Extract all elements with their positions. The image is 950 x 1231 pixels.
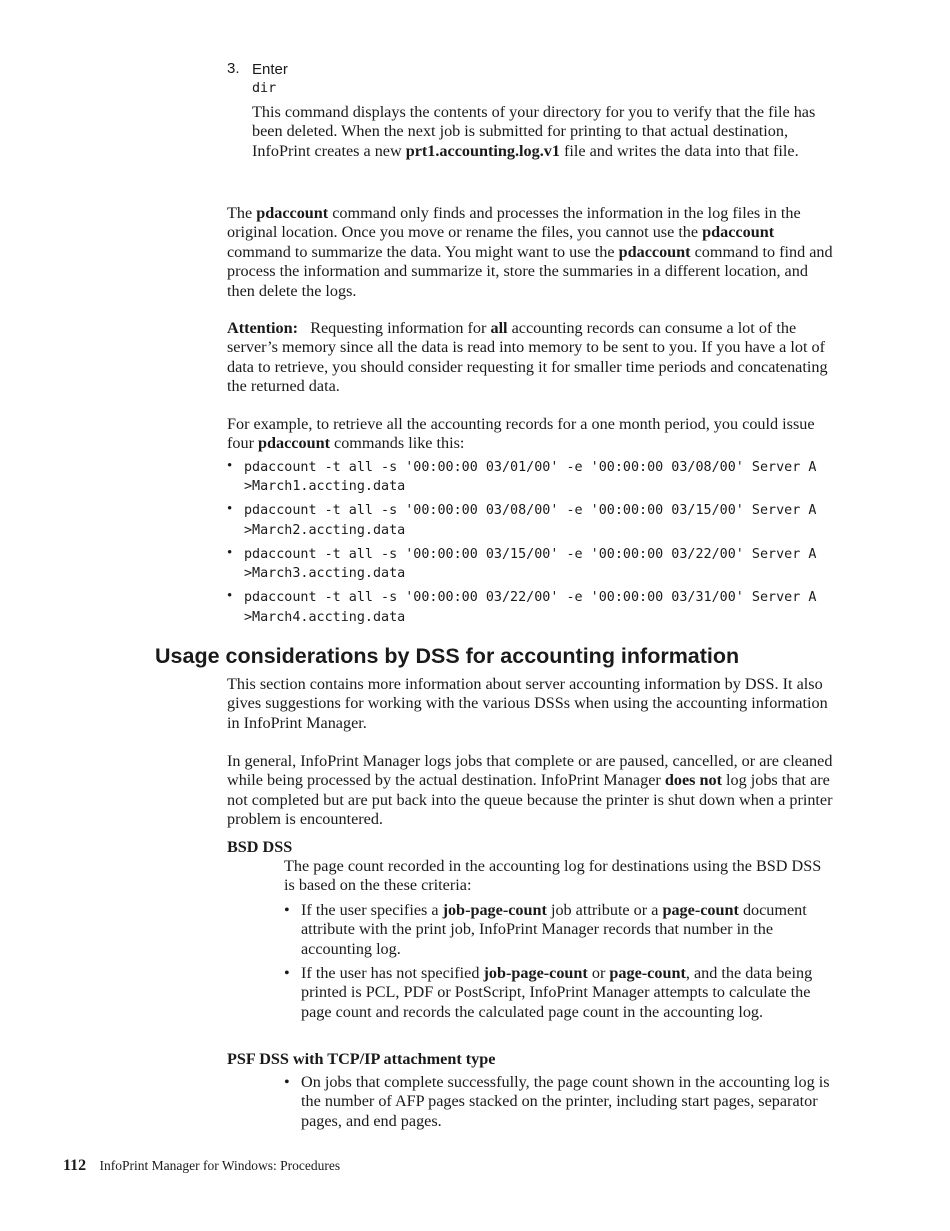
- bullet-icon: •: [284, 1073, 290, 1091]
- text-run: job attribute or a: [546, 901, 663, 919]
- text-run: For example, to retrieve all the accounting records for a one month period, you could issue four: [227, 415, 815, 453]
- text-run: commands like this:: [329, 434, 465, 453]
- bsd-dss-description: The page count recorded in the accounting log for destinations using the BSD DSS is based on the these criteria:: [284, 857, 822, 895]
- page-footer: [63, 1157, 340, 1175]
- list-item: [227, 588, 847, 627]
- psf-dss-term: PSF DSS with TCP/IP attachment type: [227, 1050, 496, 1068]
- bullet-icon: •: [284, 963, 290, 982]
- text-run: accounting records can consume a lot of the server’s memory since all the data is read into memory to be sent to you. If you have a lot of data to retrieve, you should consider requesting it for smaller time periods and concatenating the returned data.: [227, 319, 828, 396]
- list-item: [284, 964, 834, 1022]
- bullet-icon: •: [227, 501, 233, 518]
- command-line: >March4.accting.data: [244, 609, 406, 625]
- bullet-icon: •: [284, 901, 290, 919]
- text-run: command to summarize the data. You might want to use the: [227, 242, 619, 261]
- procedure-step: [227, 60, 837, 161]
- text-run: file and writes the data into that file.: [559, 141, 799, 160]
- step-label: Enter: [252, 61, 288, 78]
- bsd-dss-term: BSD DSS: [227, 838, 293, 856]
- text-run: In general, InfoPrint Manager logs jobs that complete or are paused, cancelled, or are cleaned while being processed by the actual destination. InfoPrint Manager: [227, 752, 833, 790]
- section-intro: This section contains more information about server accounting information by DSS. It also gives suggestions for working with the various DSSs when using the accounting information in InfoPrint Manager.: [227, 675, 828, 732]
- text-run: The: [227, 204, 257, 222]
- emphasis-bold: all: [490, 319, 508, 337]
- command-bold: pdaccount: [258, 434, 330, 453]
- command-bold: pdaccount: [618, 242, 691, 261]
- text-run: Requesting information for: [298, 319, 491, 337]
- emphasis-bold: does not: [664, 771, 722, 790]
- bullet-icon: •: [227, 544, 233, 561]
- filename-bold: prt1.accounting.log.v1: [405, 141, 560, 160]
- bullet-icon: •: [227, 458, 233, 474]
- command-line: >March3.accting.data: [244, 566, 406, 582]
- text-run: , and the data being printed is PCL, PDF or PostScript, InfoPrint Manager attempts to calculate the page count and records the calculated page count in the accounting log.: [301, 963, 813, 1021]
- pdaccount-paragraph: [227, 204, 835, 301]
- bsd-criteria-list: [284, 901, 834, 1026]
- attribute-bold: page-count: [609, 963, 686, 982]
- step-description: [252, 103, 837, 161]
- step-command: dir: [252, 81, 277, 97]
- list-item: [227, 458, 847, 497]
- text-run: This command displays the contents of your directory for you to verify that the file has been deleted. When the next job is submitted for printing to that actual destination, InfoPrint creates a new: [252, 102, 816, 160]
- command-list: [227, 458, 847, 632]
- list-item: [227, 501, 847, 540]
- attention-paragraph: [227, 319, 835, 397]
- text-run: log jobs that are not completed but are put back into the queue because the printer is shut down when a printer problem is encountered.: [227, 771, 833, 829]
- list-item: [284, 901, 834, 959]
- section-heading: Usage considerations by DSS for accounting information: [155, 644, 740, 668]
- example-paragraph: [227, 415, 835, 454]
- page-number: 112: [63, 1157, 87, 1174]
- command-bold: pdaccount: [256, 204, 329, 222]
- command-bold: pdaccount: [702, 223, 775, 242]
- attribute-bold: job-page-count: [483, 963, 588, 982]
- list-item: [284, 1073, 834, 1131]
- command-line: >March2.accting.data: [244, 522, 406, 538]
- text-run: On jobs that complete successfully, the page count shown in the accounting log is the number of AFP pages stacked on the printer, including start pages, separator pages, and end pages.: [301, 1073, 830, 1130]
- bullet-icon: •: [227, 588, 233, 605]
- text-run: If the user specifies a: [301, 901, 443, 919]
- list-item: [227, 545, 847, 584]
- command-line: pdaccount -t all -s '00:00:00 03/22/00' -e '00:00:00 03/31/00' Server A: [244, 590, 817, 606]
- command-line: pdaccount -t all -s '00:00:00 03/01/00' -e '00:00:00 03/08/00' Server A: [244, 460, 817, 475]
- command-line: pdaccount -t all -s '00:00:00 03/15/00' -e '00:00:00 03/22/00' Server A: [244, 546, 817, 562]
- text-run: If the user has not specified: [301, 963, 484, 982]
- command-line: pdaccount -t all -s '00:00:00 03/08/00' -e '00:00:00 03/15/00' Server A: [244, 503, 817, 519]
- text-run: command to find and process the information and summarize it, store the summaries in a different location, and then delete the logs.: [227, 242, 833, 300]
- step-number: 3.: [227, 60, 240, 77]
- book-title: InfoPrint Manager for Windows: Procedures: [99, 1158, 341, 1173]
- text-run: command only finds and processes the information in the log files in the original location. Once you move or rename the files, you cannot use the: [227, 204, 801, 242]
- attribute-bold: page-count: [662, 901, 739, 919]
- text-run: document attribute with the print job, InfoPrint Manager records that number in the accounting log.: [301, 901, 807, 958]
- psf-criteria-list: [284, 1073, 834, 1136]
- attention-label: Attention:: [227, 319, 299, 337]
- text-run: or: [587, 963, 610, 982]
- general-paragraph: [227, 752, 835, 830]
- attribute-bold: job-page-count: [442, 901, 547, 919]
- command-line: >March1.accting.data: [244, 479, 406, 495]
